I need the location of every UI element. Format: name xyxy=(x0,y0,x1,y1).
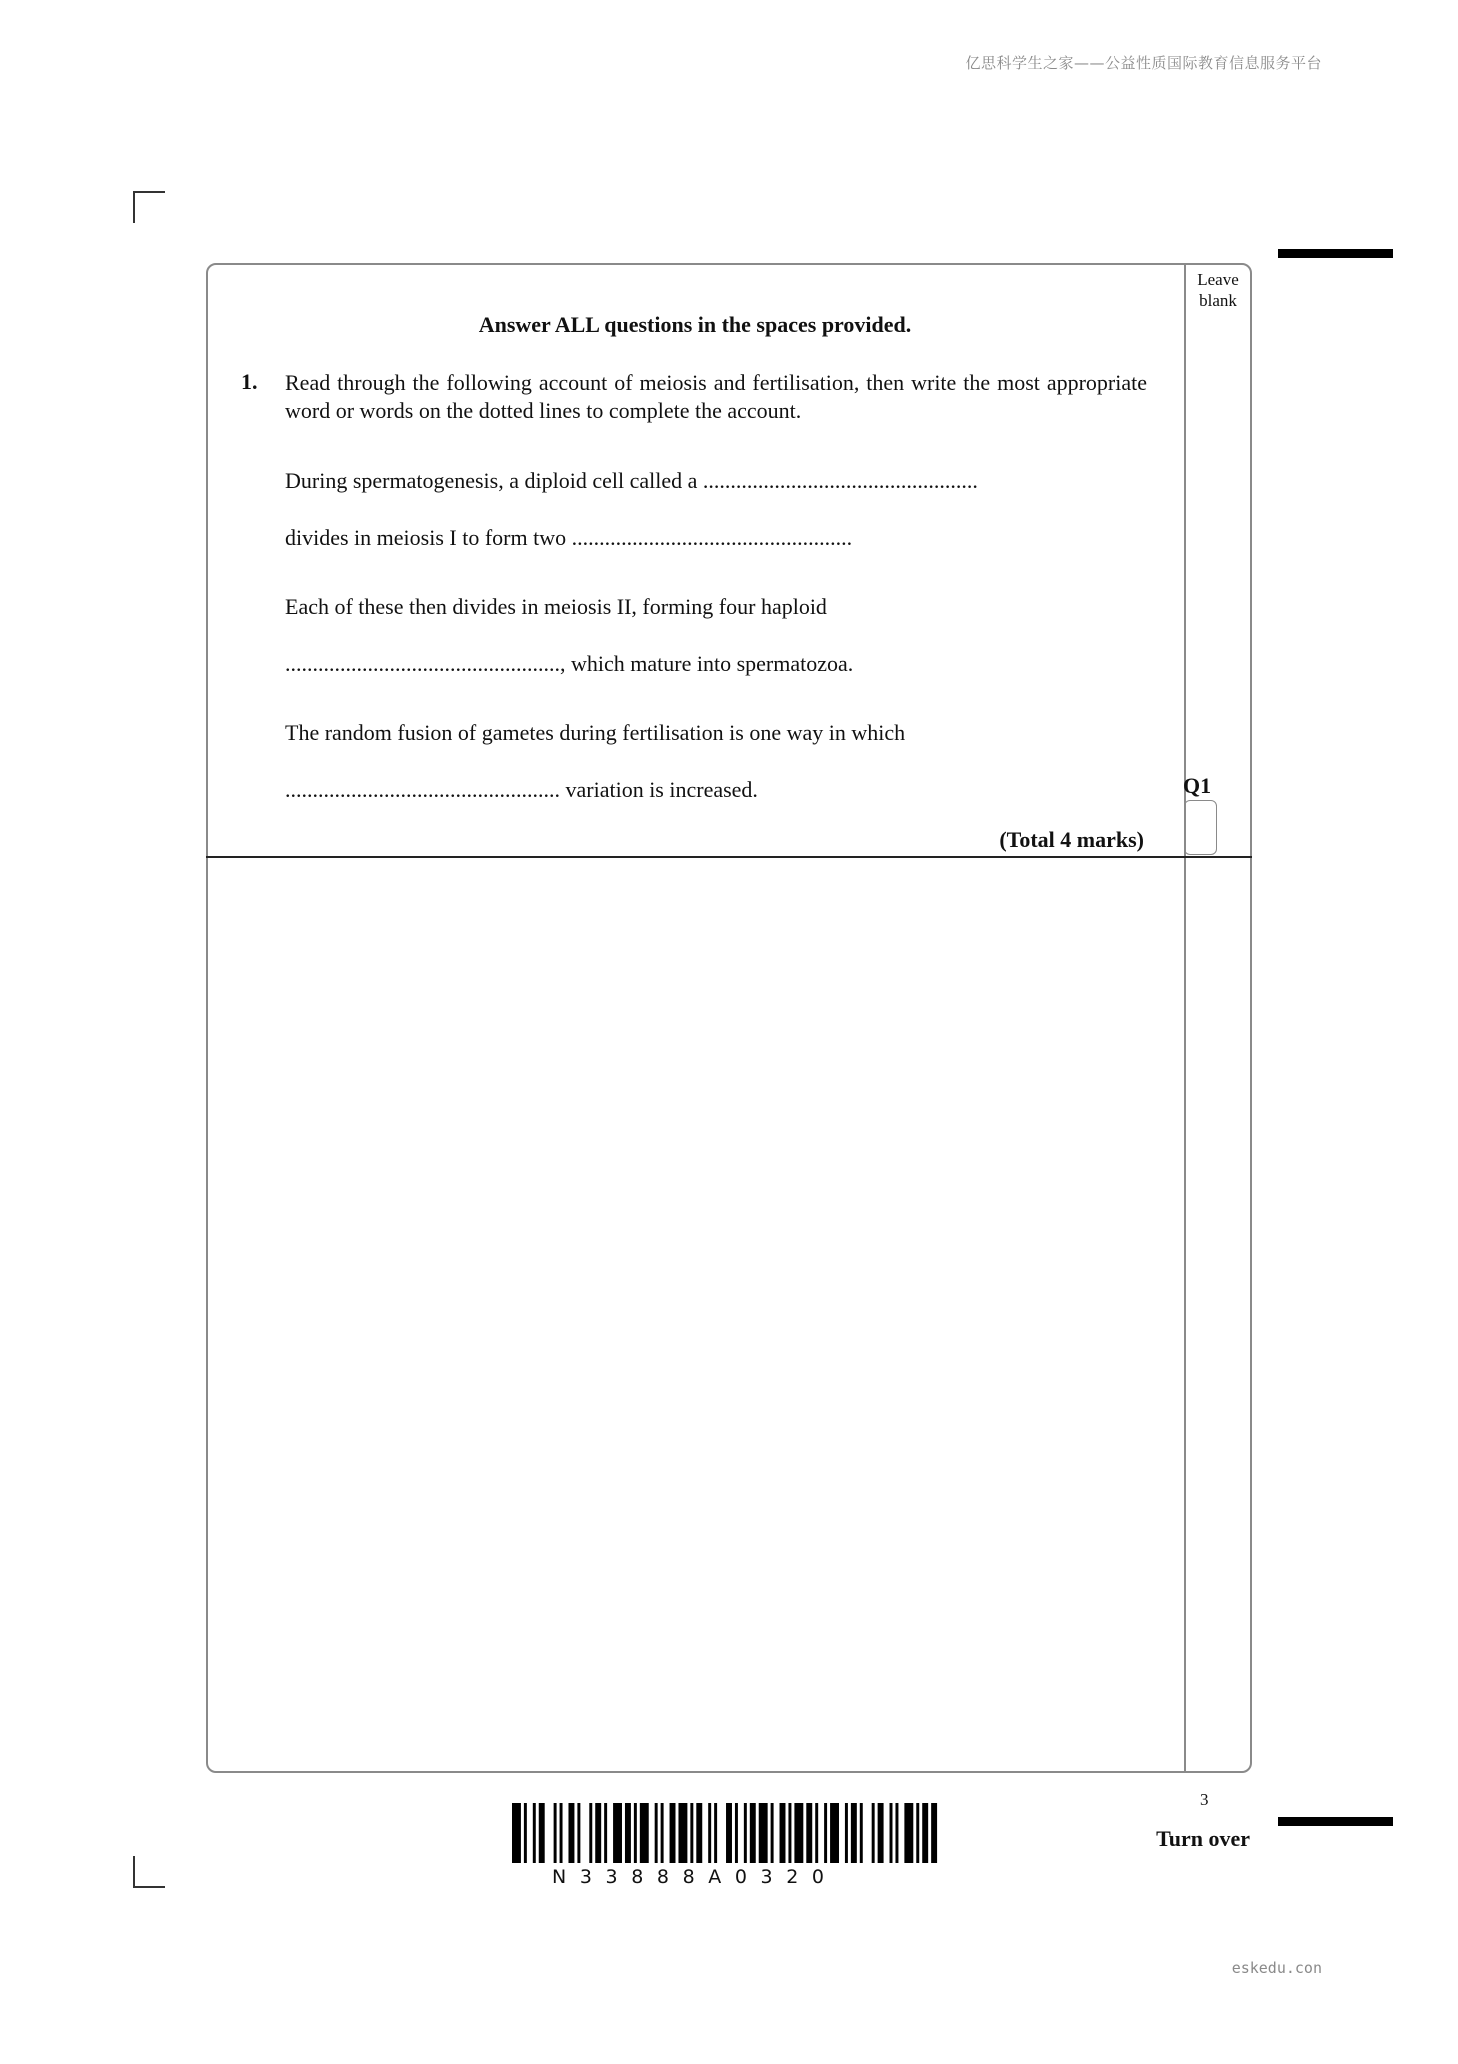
header-site-title: 亿思科学生之家——公益性质国际教育信息服务平台 xyxy=(965,54,1322,72)
answer-line-6[interactable]: .................................................. variation is increased. xyxy=(285,777,758,802)
mark-box xyxy=(1184,800,1217,855)
answer-line-5: The random fusion of gametes during fertilisation is one way in which xyxy=(285,720,906,745)
barcode-number: N33888A0320 xyxy=(552,1866,838,1888)
instructions-heading: Answer ALL questions in the spaces provided. xyxy=(478,312,912,337)
question-divider-line xyxy=(206,856,1252,858)
crop-mark-top-vertical xyxy=(133,191,135,223)
question-number: 1. xyxy=(241,369,258,394)
answer-line-1[interactable]: During spermatogenesis, a diploid cell called a .................................................. xyxy=(285,468,978,493)
footer-domain: eskedu.con xyxy=(1231,1959,1322,1977)
crop-mark-bottom-vertical xyxy=(133,1856,135,1888)
turn-over-label: Turn over xyxy=(1156,1826,1250,1851)
leave-blank-label xyxy=(1186,269,1250,311)
barcode xyxy=(512,1803,946,1863)
question-intro: Read through the following account of meiosis and fertilisation, then write the most appropriate word or words on the dotted lines to complete the account. xyxy=(285,370,1147,423)
crop-mark-bottom-horizontal xyxy=(133,1886,165,1888)
answer-line-4[interactable]: .................................................., which mature into spermatozoa. xyxy=(285,651,854,676)
total-marks: (Total 4 marks) xyxy=(999,827,1144,852)
page-number: 3 xyxy=(1200,1790,1209,1809)
leave-blank-line-2: blank xyxy=(1199,291,1237,310)
margin-divider-line xyxy=(1184,263,1186,1773)
answer-line-2[interactable]: divides in meiosis I to form two ................................................... xyxy=(285,525,853,550)
leave-blank-line-1: Leave xyxy=(1197,270,1239,289)
answer-line-3: Each of these then divides in meiosis II, forming four haploid xyxy=(285,594,827,619)
crop-mark-top-horizontal xyxy=(133,191,165,193)
question-label: Q1 xyxy=(1183,773,1212,798)
side-bar-top xyxy=(1278,249,1393,258)
side-bar-bottom xyxy=(1278,1817,1393,1826)
